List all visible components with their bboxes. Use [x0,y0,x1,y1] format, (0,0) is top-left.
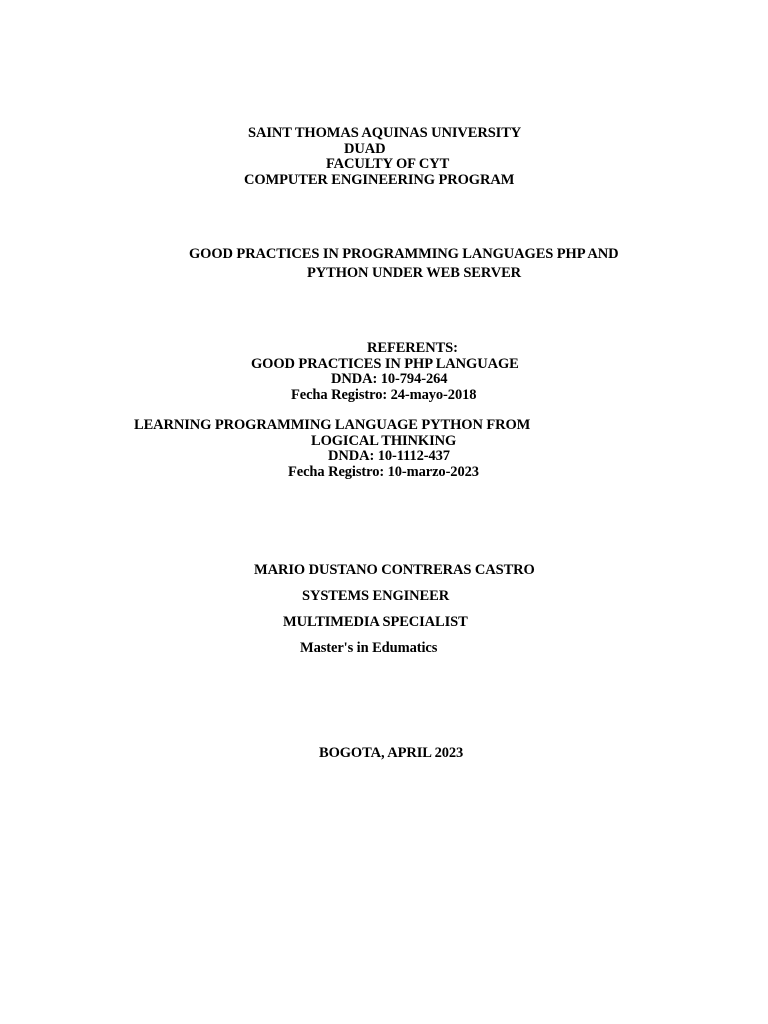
referent-1-title: GOOD PRACTICES IN PHP LANGUAGE [251,356,519,372]
referents-heading: REFERENTS: [367,340,458,356]
faculty-name: FACULTY OF CYT [326,156,450,172]
university-name: SAINT THOMAS AQUINAS UNIVERSITY [248,125,522,141]
author-degree: Master's in Edumatics [300,640,438,656]
referent-2-title-line-2: LOGICAL THINKING [311,433,457,449]
place-date: BOGOTA, APRIL 2023 [319,745,464,761]
author-name: MARIO DUSTANO CONTRERAS CASTRO [254,562,535,578]
author-role-specialist: MULTIMEDIA SPECIALIST [283,614,468,630]
referent-1-dnda: DNDA: 10-794-264 [331,371,448,387]
referent-1-registro: Fecha Registro: 24-mayo-2018 [291,387,477,403]
referent-2-dnda: DNDA: 10-1112-437 [328,448,450,464]
program-name: COMPUTER ENGINEERING PROGRAM [244,172,515,188]
referent-2-registro: Fecha Registro: 10-marzo-2023 [288,464,479,480]
unit-name: DUAD [344,141,386,157]
document-title-line-2: PYTHON UNDER WEB SERVER [307,265,522,281]
referent-2-title-line-1: LEARNING PROGRAMMING LANGUAGE PYTHON FROM [134,417,531,433]
author-role-engineer: SYSTEMS ENGINEER [302,588,450,604]
document-title-line-1: GOOD PRACTICES IN PROGRAMMING LANGUAGES PHP AND [189,246,619,262]
